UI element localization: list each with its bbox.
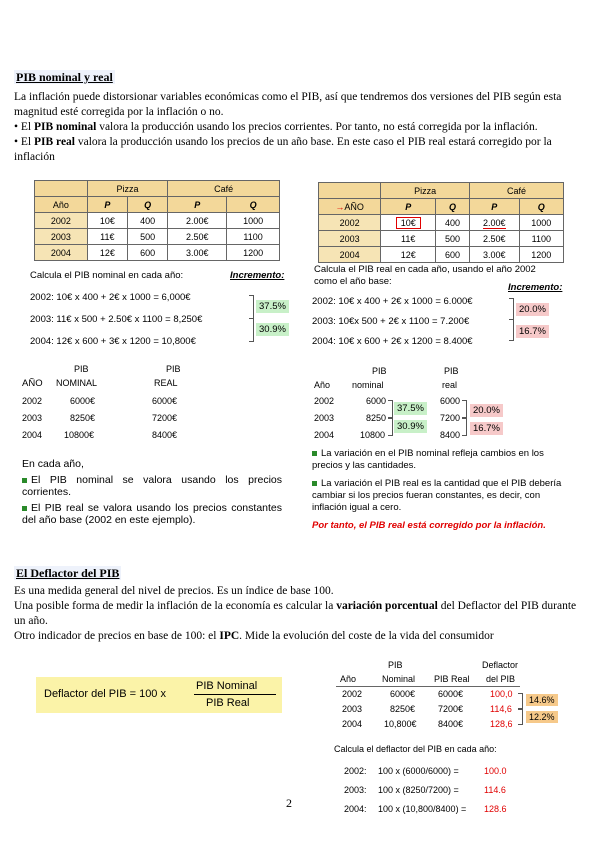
bullet-icon xyxy=(22,478,27,483)
growth-badge: 20.0% xyxy=(470,404,503,417)
col-header: PIB Real xyxy=(434,674,470,684)
table-cell: 2004 xyxy=(314,430,335,440)
brace xyxy=(462,417,467,436)
table-row: 2002 10€ 400 2.00€ 1000 xyxy=(35,213,280,229)
table-cell: 6000€ xyxy=(152,396,178,406)
growth-badge: 37.5% xyxy=(256,300,289,313)
table-cell: 114,6 xyxy=(490,704,512,714)
nominal-calc-line: 2002: 10€ x 400 + 2€ x 1000 = 6,000€ xyxy=(30,292,191,303)
section-title-deflactor: El Deflactor del PIB xyxy=(16,566,120,580)
table-cell: 6000€ xyxy=(438,689,464,699)
table-cell: 2002: xyxy=(344,766,367,776)
arrow-right-icon: → xyxy=(335,201,345,212)
formula-lhs: Deflactor del PIB = 100 x xyxy=(44,688,166,700)
col-header: PIB xyxy=(444,366,459,376)
formula-box xyxy=(36,677,282,713)
table-cell: 2003: xyxy=(344,785,367,795)
table-row: 2004 12€ 600 3.00€ 1200 xyxy=(35,245,280,261)
table-cell: 6000 xyxy=(440,396,461,406)
col-header: Nominal xyxy=(382,674,416,684)
growth-badge: 37.5% xyxy=(394,402,427,415)
conclusion-text: Por tanto, el PIB real está corregido por la inflación. xyxy=(312,520,546,531)
table-row: 2003 11€ 500 2.50€ 1100 xyxy=(319,231,564,247)
table-cell: 2002 xyxy=(342,689,363,699)
nominal-calc-line: 2003: 11€ x 500 + 2.50€ x 1100 = 8,250€ xyxy=(30,314,203,325)
table-cell: 6000€ xyxy=(70,396,96,406)
brace xyxy=(509,298,514,320)
col-header: PIB xyxy=(388,660,403,670)
table-cell: 100 x (8250/7200) = xyxy=(378,785,459,795)
col-header: PIB xyxy=(166,364,181,374)
real-calc-line: 2004: 10€ x 600 + 2€ x 1200 = 8.400€ xyxy=(312,336,473,347)
col-header: Deflactor xyxy=(482,660,519,670)
table-cell: 10,800€ xyxy=(384,719,417,729)
table-cell: 2004: xyxy=(344,804,367,814)
table-cell: 10800 xyxy=(360,430,386,440)
growth-badge: 30.9% xyxy=(394,420,427,433)
col-header: PIB xyxy=(74,364,89,374)
deflator-calc-title: Calcula el deflactor del PIB en cada año: xyxy=(334,744,497,754)
formula-numerator: PIB Nominal xyxy=(196,680,258,692)
table-cell: 2003 xyxy=(342,704,363,714)
table-cell: 7200€ xyxy=(152,413,178,423)
table-cell: 7200 xyxy=(440,413,461,423)
table-cell: 6000€ xyxy=(390,689,416,699)
table-cell: 2003 xyxy=(314,413,335,423)
col-header: AÑO xyxy=(22,378,43,389)
note-item: La variación en el PIB nominal refleja cambios en los precios y las cantidades. xyxy=(312,448,544,471)
real-incremento-label: Incremento: xyxy=(508,282,563,293)
page-number: 2 xyxy=(286,796,292,810)
growth-badge: 16.7% xyxy=(470,422,503,435)
divider xyxy=(336,686,520,687)
real-calc-title: Calcula el PIB real en cada año, usando el año 2002 como el año base: xyxy=(314,264,536,287)
note-item: El PIB real se valora usando los precios constantes del año base (2002 en este ejemplo). xyxy=(22,502,282,526)
table-cell: 114.6 xyxy=(484,785,506,795)
table-cell: 2004 xyxy=(22,430,43,440)
intro-paragraph: La inflación puede distorsionar variables económicas como el PIB, así que tendremos dos versiones del PIB según esta magnitud esté corregida por la inflación o no. • El PIB nominal valora la producción usando los precios corrientes. Por tanto, no está corregida por la inflación. • El PIB real valora la producción usando los precios de un año base. En este caso el PIB real estará corregido por la inflación xyxy=(14,91,562,163)
col-header: PIB xyxy=(372,366,387,376)
table-cell: 8250€ xyxy=(390,704,416,714)
table-row: 2004 12€ 600 3.00€ 1200 xyxy=(319,247,564,263)
table-cell: 100.0 xyxy=(484,766,507,776)
table-cell: 10800€ xyxy=(64,430,95,440)
note-item: La variación el PIB real es la cantidad que el PIB debería cambiar si los precios fueran constantes, es decir, con inflación igual a cero. xyxy=(312,478,562,513)
table-cell: 2003 xyxy=(22,413,43,423)
deflactor-paragraph: Es una medida general del nivel de precios. Es un índice de base 100. Una posible forma de medir la inflación de la economía es calcular la variación porcentual del Deflactor del PIB durante un año. Otro indicador de precios en base de 100: el IPC. Mide la evolución del coste de la vida del consumidor xyxy=(14,585,577,642)
note-item: El PIB nominal se valora usando los precios corrientes. xyxy=(22,474,282,498)
col-header: Año xyxy=(340,674,357,684)
table-cell: 8250 xyxy=(366,413,387,423)
growth-badge: 30.9% xyxy=(256,323,289,336)
col-header: real xyxy=(442,380,458,390)
brace xyxy=(249,295,254,319)
formula-denominator: PIB Real xyxy=(206,697,250,709)
table-cell: 100 x (6000/6000) = xyxy=(378,766,459,776)
bullet-icon xyxy=(22,506,27,511)
table-cell: 8400€ xyxy=(152,430,178,440)
table-cell: 128.6 xyxy=(484,804,507,814)
table-cell: 8400 xyxy=(440,430,461,440)
table-row: 2002 10€ 400 2.00€ 1000 xyxy=(319,215,564,231)
growth-badge: 14.6% xyxy=(526,694,558,706)
col-header: Año xyxy=(314,380,331,390)
table-cell: 100,0 xyxy=(490,689,513,699)
brace xyxy=(518,708,523,725)
col-header: del PIB xyxy=(486,674,516,684)
nominal-incremento-label: Incremento: xyxy=(230,270,285,281)
growth-badge: 20.0% xyxy=(516,303,549,316)
fraction-bar xyxy=(194,694,276,695)
price-table-left: Pizza Café Año P Q P Q 2002 10€ 400 2.00€ 1000 2003 11€ 500 2.50€ 1100 2004 12€ 600 3.00€ 1200 xyxy=(34,180,280,261)
table-cell: 6000 xyxy=(366,396,387,406)
table-cell: 2004 xyxy=(342,719,363,729)
notes-lead: En cada año, xyxy=(22,458,84,470)
col-header: nominal xyxy=(352,380,384,390)
bullet-icon xyxy=(312,451,317,456)
brace xyxy=(249,318,254,342)
table-cell: 2002 xyxy=(314,396,335,406)
nominal-calc-title: Calcula el PIB nominal en cada año: xyxy=(30,270,184,281)
bullet-icon xyxy=(312,481,317,486)
col-header: NOMINAL xyxy=(56,378,98,388)
growth-badge: 12.2% xyxy=(526,711,558,723)
table-cell: 128,6 xyxy=(490,719,513,729)
real-calc-line: 2002: 10€ x 400 + 2€ x 1000 = 6.000€ xyxy=(312,296,473,307)
table-cell: 2002 xyxy=(22,396,43,406)
section-title-pib: PIB nominal y real xyxy=(16,70,113,84)
table-cell: 8400€ xyxy=(438,719,464,729)
table-cell: 100 x (10,800/8400) = xyxy=(378,804,467,814)
brace xyxy=(388,417,393,436)
table-cell: 7200€ xyxy=(438,704,464,714)
brace xyxy=(509,319,514,341)
nominal-calc-line: 2004: 12€ x 600 + 3€ x 1200 = 10,800€ xyxy=(30,336,196,347)
col-header: REAL xyxy=(154,378,178,388)
table-row: 2003 11€ 500 2.50€ 1100 xyxy=(35,229,280,245)
price-table-right: Pizza Café →AÑO P Q P Q 2002 10€ 400 2.00€ 1000 2003 11€ 500 2.50€ 1100 2004 12€ 600 3.00€ 1200 xyxy=(318,182,564,263)
real-calc-line: 2003: 10€x 500 + 2€ x 1100 = 7.200€ xyxy=(312,316,470,327)
table-cell: 8250€ xyxy=(70,413,96,423)
growth-badge: 16.7% xyxy=(516,325,549,338)
